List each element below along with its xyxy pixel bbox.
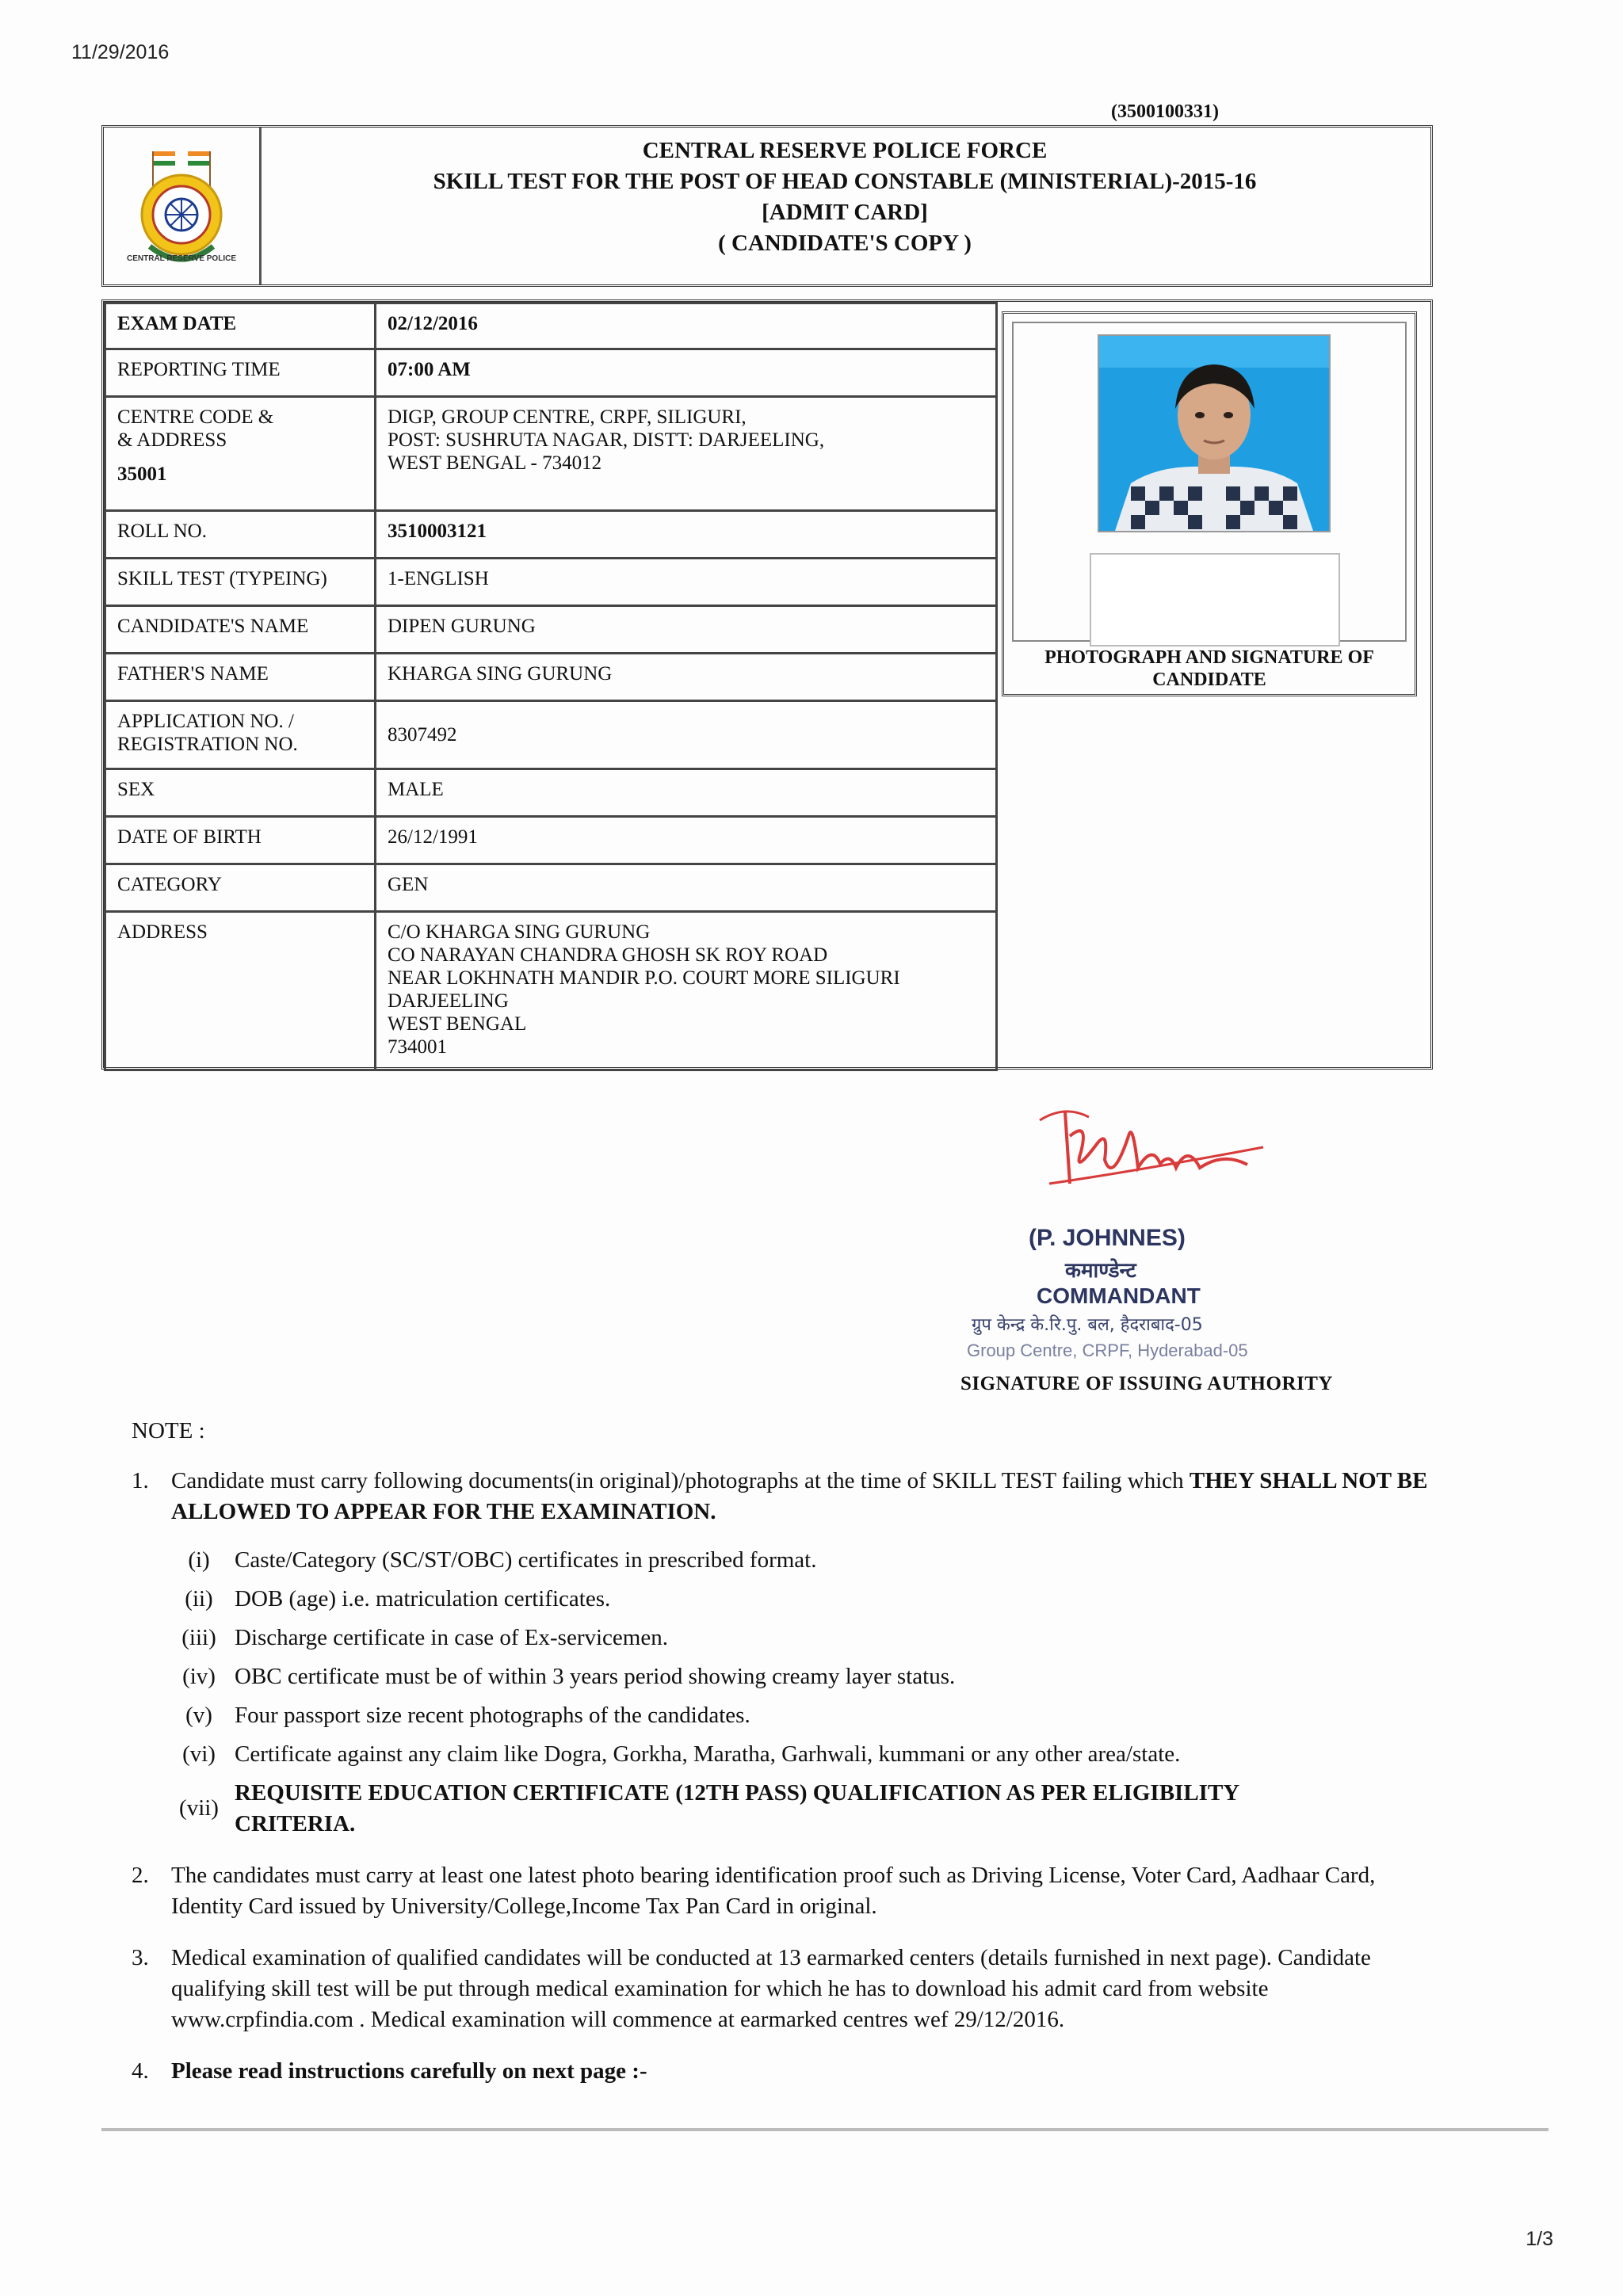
roll-no-label: ROLL NO. <box>105 511 376 559</box>
address-line: NEAR LOKHNATH MANDIR P.O. COURT MORE SILIGURI <box>388 967 900 989</box>
reporting-time-label: REPORTING TIME <box>105 349 376 397</box>
list-item <box>171 1778 1447 1840</box>
note-text: Please read instructions carefully on next page :- <box>171 2058 647 2084</box>
note-text: Candidate must carry following documents(in original)/photographs at the time of SKILL TEST failing which <box>171 1468 1190 1493</box>
page-number: 1/3 <box>1526 2228 1553 2250</box>
list-item <box>171 1584 1447 1615</box>
list-item <box>171 1545 1447 1576</box>
table-row <box>105 303 997 349</box>
list-text: DOB (age) i.e. matriculation certificates. <box>235 1586 611 1611</box>
admit-card-title <box>259 135 1430 259</box>
table-row <box>105 559 997 606</box>
address-label: ADDRESS <box>105 912 376 1070</box>
address-line: WEST BENGAL <box>388 1013 527 1035</box>
list-numeral: (i) <box>188 1547 210 1573</box>
centre-label-line-2: & ADDRESS <box>117 429 227 451</box>
list-text: Certificate against any claim like Dogra, Gorkha, Maratha, Garhwali, kummani or any other area/state. <box>235 1741 1181 1767</box>
stamp-hindi-unit: ग्रुप केन्द्र के.रि.पु. बल, हैदराबाद-05 <box>972 1315 1203 1335</box>
list-numeral: (vii) <box>179 1795 219 1821</box>
divider <box>101 2128 1549 2131</box>
candidate-signature-box <box>1090 553 1340 646</box>
photo-caption: PHOTOGRAPH AND SIGNATURE OF CANDIDATE <box>1044 647 1374 690</box>
address-line: C/O KHARGA SING GURUNG <box>388 921 651 943</box>
skill-test-value: 1-ENGLISH <box>376 559 997 606</box>
note-number: 3. <box>132 1945 149 1970</box>
handwritten-signature-icon <box>962 1089 1271 1207</box>
note-text: Medical examination of qualified candidates will be conducted at 13 earmarked centers (details furnished in next page). Candidate qualifying skill test will be put through medical examination for which he has to download his admit card from website www.crpfindia.com . Medical examination will commence at earmarked centres wef 29/12/2016. <box>171 1945 1371 2032</box>
category-value: GEN <box>376 864 997 912</box>
table-row <box>105 397 997 511</box>
list-numeral: (iv) <box>182 1664 216 1689</box>
print-date: 11/29/2016 <box>71 41 170 63</box>
centre-address-line-1: DIGP, GROUP CENTRE, CRPF, SILIGURI, <box>388 406 747 428</box>
skill-test-label: SKILL TEST (TYPEING) <box>105 559 376 606</box>
table-row <box>105 912 997 1070</box>
centre-address-line-3: WEST BENGAL - 734012 <box>388 452 602 474</box>
authority-stamp <box>962 1089 1271 1374</box>
list-numeral: (vi) <box>182 1741 216 1767</box>
table-row <box>105 701 997 769</box>
list-text: REQUISITE EDUCATION CERTIFICATE (12TH PASS) QUALIFICATION AS PER ELIGIBILITY CRITERIA. <box>235 1780 1239 1836</box>
father-name-value: KHARGA SING GURUNG <box>376 654 997 701</box>
application-label-line-1: APPLICATION NO. / <box>117 711 294 732</box>
admit-card-header <box>101 125 1433 287</box>
note-number: 4. <box>132 2058 149 2084</box>
list-item <box>171 1623 1447 1653</box>
reporting-time-value: 07:00 AM <box>376 349 997 397</box>
note-heading: NOTE : <box>132 1418 205 1444</box>
candidate-info-table <box>104 302 998 1071</box>
table-row <box>105 769 997 817</box>
table-row <box>105 864 997 912</box>
category-label: CATEGORY <box>105 864 376 912</box>
notes-list <box>132 1466 1447 2107</box>
table-row <box>105 817 997 864</box>
sex-label: SEX <box>105 769 376 817</box>
table-row <box>105 654 997 701</box>
list-text: Discharge certificate in case of Ex-servicemen. <box>235 1625 668 1650</box>
note-text-bold: THEY SHALL NOT BE ALLOWED TO APPEAR FOR THE EXAMINATION. <box>171 1468 1428 1524</box>
sex-value: MALE <box>376 769 997 817</box>
document-list <box>171 1545 1447 1840</box>
list-numeral: (ii) <box>185 1586 213 1611</box>
logo-cell <box>104 128 262 284</box>
stamp-unit: Group Centre, CRPF, Hyderabad-05 <box>967 1341 1248 1360</box>
centre-code: 35001 <box>117 463 167 485</box>
list-numeral: (v) <box>185 1703 212 1728</box>
stamp-name: (P. JOHNNES) <box>1029 1225 1186 1251</box>
note-number: 2. <box>132 1863 149 1888</box>
centre-address-cell <box>376 397 997 511</box>
candidate-info-section <box>101 299 1433 1070</box>
list-numeral: (iii) <box>181 1625 216 1650</box>
stamp-hindi-rank: कमाण्डेन्ट <box>1065 1259 1136 1283</box>
org-name: CENTRAL RESERVE POLICE FORCE <box>642 138 1048 163</box>
list-item <box>171 1661 1447 1692</box>
photo-signature-panel <box>1002 311 1417 696</box>
note-item <box>132 1943 1447 2035</box>
candidate-photo <box>1098 334 1331 532</box>
application-no-label <box>105 701 376 769</box>
centre-address-line-2: POST: SUSHRUTA NAGAR, DISTT: DARJEELING, <box>388 429 825 451</box>
card-type: [ADMIT CARD] <box>762 200 928 225</box>
exam-date-label: EXAM DATE <box>105 303 376 349</box>
centre-label-line-1: CENTRE CODE & <box>117 406 274 428</box>
note-text: The candidates must carry at least one latest photo bearing identification proof such as Driving License, Voter Card, Aadhaar Card, Identity Card issued by University/College,Income Tax Pan Card in original. <box>171 1863 1376 1919</box>
list-item <box>171 1739 1447 1770</box>
note-item <box>132 2056 1447 2087</box>
dob-value: 26/12/1991 <box>376 817 997 864</box>
dob-label: DATE OF BIRTH <box>105 817 376 864</box>
copy-type: ( CANDIDATE'S COPY ) <box>718 231 972 256</box>
exam-title: SKILL TEST FOR THE POST OF HEAD CONSTABLE (MINISTERIAL)-2015-16 <box>433 169 1257 194</box>
table-row <box>105 511 997 559</box>
table-row <box>105 606 997 654</box>
address-line: DARJEELING <box>388 990 509 1012</box>
stamp-rank: COMMANDANT <box>1037 1283 1201 1308</box>
note-item <box>132 1860 1447 1922</box>
father-name-label: FATHER'S NAME <box>105 654 376 701</box>
centre-label-cell <box>105 397 376 511</box>
address-value <box>376 912 997 1070</box>
candidate-name-value: DIPEN GURUNG <box>376 606 997 654</box>
exam-date-value: 02/12/2016 <box>376 303 997 349</box>
roll-no-value: 3510003121 <box>376 511 997 559</box>
table-row <box>105 349 997 397</box>
reference-number: (3500100331) <box>1111 101 1219 122</box>
signature-authority-label: SIGNATURE OF ISSUING AUTHORITY <box>960 1373 1333 1394</box>
list-text: Caste/Category (SC/ST/OBC) certificates in prescribed format. <box>235 1547 817 1573</box>
list-text: Four passport size recent photographs of the candidates. <box>235 1703 750 1728</box>
application-no-value: 8307492 <box>376 701 997 769</box>
note-item <box>132 1466 1447 1840</box>
photo-frame <box>1012 322 1407 642</box>
candidate-name-label: CANDIDATE'S NAME <box>105 606 376 654</box>
application-label-line-2: REGISTRATION NO. <box>117 734 298 755</box>
list-item <box>171 1700 1447 1731</box>
address-line: CO NARAYAN CHANDRA GHOSH SK ROY ROAD <box>388 944 828 966</box>
address-line: 734001 <box>388 1036 447 1058</box>
logo-text: CENTRAL RESERVE POLICE <box>127 254 236 263</box>
note-number: 1. <box>132 1468 149 1493</box>
list-text: OBC certificate must be of within 3 years period showing creamy layer status. <box>235 1664 956 1689</box>
